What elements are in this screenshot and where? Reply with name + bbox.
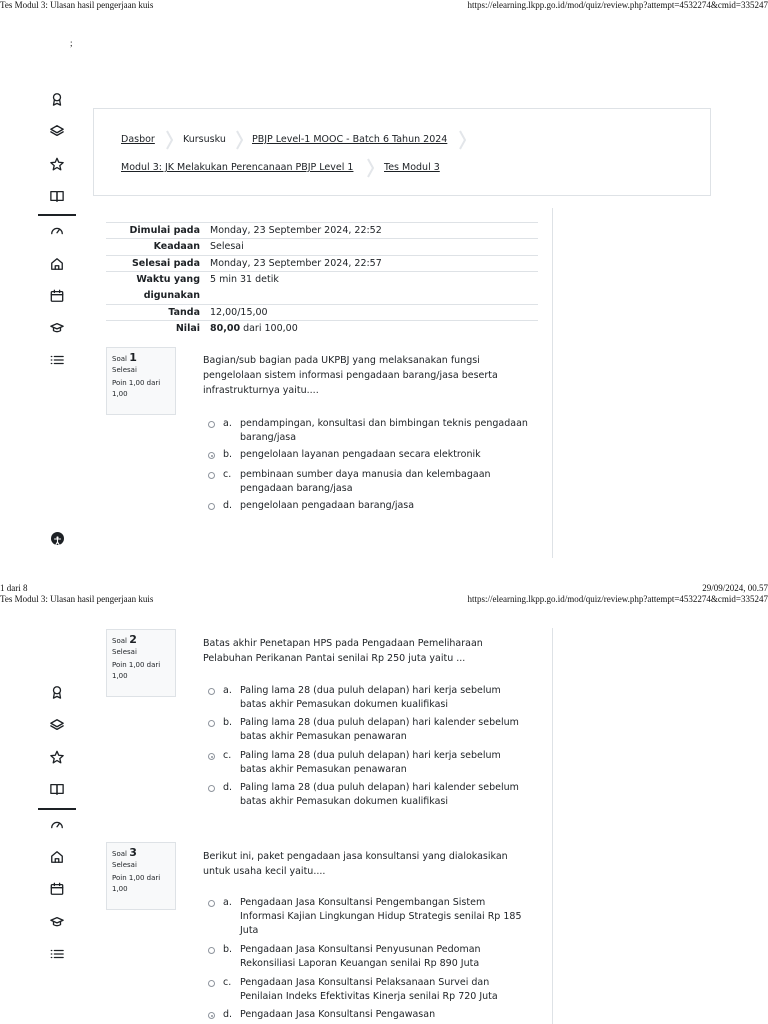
option-text: Pengadaan Jasa Konsultansi Pengawasan xyxy=(240,1009,436,1020)
question-points-max: 1,00 xyxy=(112,390,128,398)
soal-label: Soal xyxy=(112,850,127,858)
rail-active-indicator xyxy=(38,808,76,810)
question-number: 1 xyxy=(129,351,137,364)
star-icon[interactable] xyxy=(36,152,78,176)
question-text-2: Batas akhir Penetapan HPS pada Pengadaan Pemeliharaan Pelabuhan Perikanan Pantai senilai Rp 250 juta yaitu ... xyxy=(203,638,483,664)
radio-button-selected[interactable] xyxy=(208,452,215,459)
option-letter: c. xyxy=(223,977,232,988)
home-icon[interactable] xyxy=(36,845,78,869)
option-text: Paling lama 28 (dua puluh delapan) hari kalender sebelum batas akhir Pemasukan dokumen kualifikasi xyxy=(240,782,519,807)
question-info-2 xyxy=(106,629,176,697)
summary-label: Selesai pada xyxy=(131,258,200,269)
option-text: Pengadaan Jasa Konsultansi Pengembangan Sistem Informasi Kajian Lingkungan Hidup Strategis senilai Rp 185 Juta xyxy=(240,897,522,936)
radio-button[interactable] xyxy=(208,900,215,907)
radio-button[interactable] xyxy=(208,980,215,987)
layers-icon[interactable] xyxy=(36,119,78,143)
option-text: Paling lama 28 (dua puluh delapan) hari kerja sebelum batas akhir Pemasukan dokumen kualifikasi xyxy=(240,685,501,710)
summary-value: Selesai xyxy=(210,241,244,252)
layers-icon[interactable] xyxy=(36,713,78,737)
radio-button[interactable] xyxy=(208,421,215,428)
option-text: pengelolaan pengadaan barang/jasa xyxy=(240,500,415,511)
radio-button-selected[interactable] xyxy=(208,753,215,760)
question-text-3: Berikut ini, paket pengadaan jasa konsultansi yang dialokasikan untuk usaha kecil yaitu.... xyxy=(203,851,508,877)
option-letter: a. xyxy=(223,418,232,429)
list-icon[interactable] xyxy=(36,348,78,372)
option-letter: d. xyxy=(223,500,233,511)
summary-label: Nilai xyxy=(175,323,200,334)
summary-row-marks xyxy=(106,304,538,321)
soal-label: Soal xyxy=(112,637,127,645)
summary-label: Tanda xyxy=(168,307,200,318)
question-status: Selesai xyxy=(112,648,137,656)
summary-label: Waktu yang xyxy=(136,274,200,285)
summary-value: Monday, 23 September 2024, 22:57 xyxy=(210,258,382,269)
radio-button-selected[interactable] xyxy=(208,1012,215,1019)
chevron-right-icon xyxy=(459,130,467,150)
calendar-icon[interactable] xyxy=(36,877,78,901)
radio-button[interactable] xyxy=(208,785,215,792)
dashboard-icon[interactable] xyxy=(36,219,78,243)
home-icon[interactable] xyxy=(36,252,78,276)
option-text: Pengadaan Jasa Konsultansi Penyusunan Pedoman Rekonsiliasi Laporan Keuangan senilai Rp 890 Juta xyxy=(240,944,481,969)
pdf-header-title: Tes Modul 3: Ulasan hasil pengerjaan kuis xyxy=(0,0,154,10)
breadcrumb-module[interactable]: Modul 3: JK Melakukan Perencanaan PBJP Level 1 xyxy=(121,162,354,173)
book-icon[interactable] xyxy=(36,777,78,801)
grade-max: dari 100,00 xyxy=(240,323,298,334)
option-letter: d. xyxy=(223,782,233,793)
star-icon[interactable] xyxy=(36,745,78,769)
question-text-1: Bagian/sub bagian pada UKPBJ yang melaksanakan fungsi pengelolaan sistem informasi pengadaan barang/jasa beserta infrastrukturnya yaitu.... xyxy=(203,355,498,396)
summary-value: Monday, 23 September 2024, 22:52 xyxy=(210,225,382,236)
question-status: Selesai xyxy=(112,366,137,374)
summary-row-time xyxy=(106,271,538,304)
summary-row-grade xyxy=(106,320,538,337)
chevron-right-icon xyxy=(166,130,174,150)
breadcrumb-quiz[interactable]: Tes Modul 3 xyxy=(384,162,440,173)
option-letter: b. xyxy=(223,717,233,728)
breadcrumb-course[interactable]: PBJP Level-1 MOOC - Batch 6 Tahun 2024 xyxy=(252,134,448,145)
pdf-header-url: https://elearning.lkpp.go.id/mod/quiz/review.php?attempt=4532274&cmid=335247 xyxy=(467,594,768,604)
soal-label: Soal xyxy=(112,355,127,363)
chevron-right-icon xyxy=(367,158,375,178)
pdf-footer-page: 1 dari 8 xyxy=(0,583,28,593)
summary-row-state xyxy=(106,238,538,255)
radio-button[interactable] xyxy=(208,720,215,727)
option-text: pengelolaan layanan pengadaan secara elektronik xyxy=(240,449,481,460)
option-letter: c. xyxy=(223,469,232,480)
option-letter: d. xyxy=(223,1009,233,1020)
content-border xyxy=(552,208,553,558)
breadcrumb-dasbor[interactable]: Dasbor xyxy=(121,134,155,145)
summary-value: 5 min 31 detik xyxy=(210,274,279,285)
question-points: Poin 1,00 dari xyxy=(112,874,161,882)
radio-button[interactable] xyxy=(208,688,215,695)
question-status: Selesai xyxy=(112,861,137,869)
summary-label: Dimulai pada xyxy=(129,225,200,236)
content-border xyxy=(552,628,553,1024)
grade-value: 80,00 xyxy=(210,323,241,334)
summary-value: 12,00/15,00 xyxy=(210,307,268,318)
pdf-header-url: https://elearning.lkpp.go.id/mod/quiz/review.php?attempt=4532274&cmid=335247 xyxy=(467,0,768,10)
question-number: 2 xyxy=(129,633,137,646)
option-letter: a. xyxy=(223,685,232,696)
pdf-footer-date: 29/09/2024, 00.57 xyxy=(702,583,768,593)
question-points-max: 1,00 xyxy=(112,885,128,893)
pdf-header-title: Tes Modul 3: Ulasan hasil pengerjaan kuis xyxy=(0,594,154,604)
badge-icon[interactable] xyxy=(36,680,78,704)
stray-char: ; xyxy=(70,38,73,48)
option-letter: b. xyxy=(223,449,233,460)
graduation-icon[interactable] xyxy=(36,910,78,934)
question-points: Poin 1,00 dari xyxy=(112,379,161,387)
question-info-3 xyxy=(106,842,176,910)
chevron-right-icon xyxy=(236,130,244,150)
radio-button[interactable] xyxy=(208,947,215,954)
question-points: Poin 1,00 dari xyxy=(112,661,161,669)
graduation-icon[interactable] xyxy=(36,316,78,340)
book-icon[interactable] xyxy=(36,184,78,208)
question-info-1 xyxy=(106,347,176,415)
option-text: pembinaan sumber daya manusia dan kelembagaan pengadaan barang/jasa xyxy=(240,469,491,494)
list-icon[interactable] xyxy=(36,942,78,966)
accessibility-icon[interactable] xyxy=(51,532,64,545)
breadcrumb xyxy=(93,108,711,196)
summary-value xyxy=(210,321,298,337)
radio-button[interactable] xyxy=(208,472,215,479)
question-number: 3 xyxy=(129,846,137,859)
radio-button[interactable] xyxy=(208,503,215,510)
option-letter: a. xyxy=(223,897,232,908)
option-letter: c. xyxy=(223,750,232,761)
rail-active-indicator xyxy=(38,214,76,216)
breadcrumb-kursusku[interactable]: Kursusku xyxy=(183,134,226,145)
summary-label: digunakan xyxy=(143,290,200,301)
option-text: Paling lama 28 (dua puluh delapan) hari kerja sebelum batas akhir Pemasukan penawaran xyxy=(240,750,501,775)
dashboard-icon[interactable] xyxy=(36,813,78,837)
option-text: Paling lama 28 (dua puluh delapan) hari kalender sebelum batas akhir Pemasukan penawaran xyxy=(240,717,519,742)
option-text: Pengadaan Jasa Konsultansi Pelaksanaan Survei dan Penilaian Indeks Efektivitas Kinerja senilai Rp 720 Juta xyxy=(240,977,498,1002)
summary-row-finished xyxy=(106,255,538,272)
option-letter: b. xyxy=(223,944,233,955)
question-points-max: 1,00 xyxy=(112,672,128,680)
calendar-icon[interactable] xyxy=(36,284,78,308)
option-text: pendampingan, konsultasi dan bimbingan teknis pengadaan barang/jasa xyxy=(240,418,528,443)
summary-row-started xyxy=(106,222,538,239)
badge-icon[interactable] xyxy=(36,87,78,111)
summary-label: Keadaan xyxy=(153,241,200,252)
